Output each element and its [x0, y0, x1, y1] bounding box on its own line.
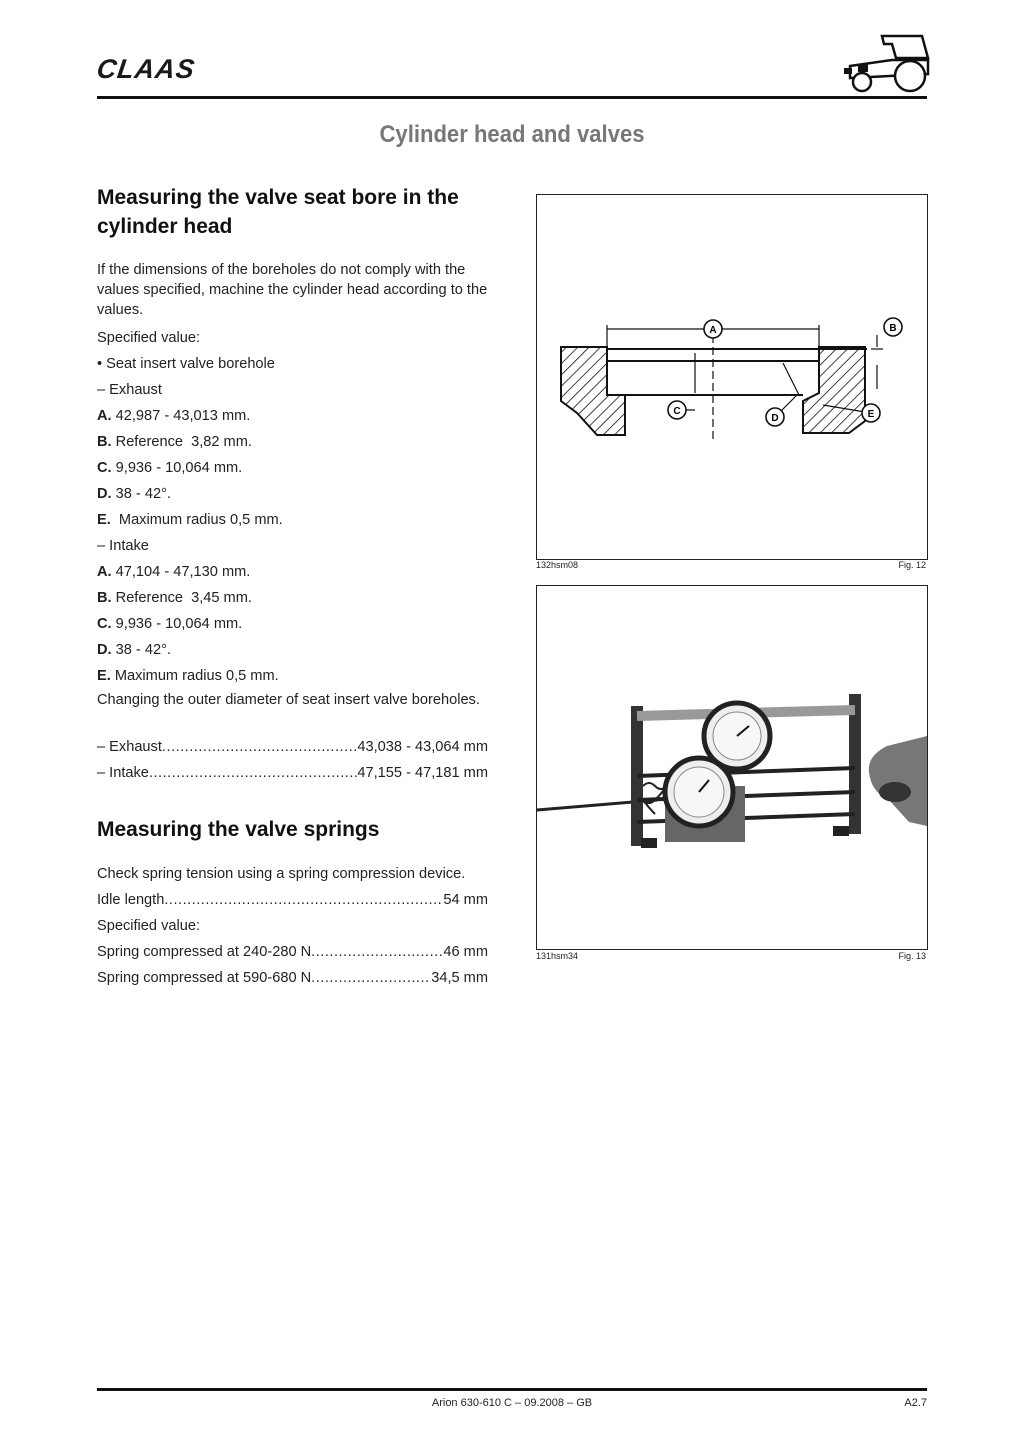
intake-item: C. 9,936 - 10,064 mm. [97, 616, 243, 632]
spring-row: Spring compressed at 590-680 N ..... 34,5 mm [97, 968, 488, 988]
bullet-seat-insert: • Seat insert valve borehole [97, 356, 275, 372]
footer-rule [97, 1388, 927, 1391]
callout-b: B [889, 323, 897, 334]
intro-paragraph: If the dimensions of the boreholes do not comply with the values specified, machine the cylinder head according to the values. [97, 262, 488, 318]
diameter-row-exhaust: – Exhaust ..... 43,038 - 43,064 mm [97, 737, 488, 757]
exhaust-item: E. Maximum radius 0,5 mm. [97, 512, 283, 528]
spring-row: Spring compressed at 240-280 N ..... 46 mm [97, 942, 488, 962]
intake-item: B. Reference 3,45 mm. [97, 590, 252, 606]
section-title: Cylinder head and valves [379, 121, 645, 148]
figure-code: 131hsm34 [536, 951, 579, 961]
figure-code: 132hsm08 [536, 560, 579, 570]
valve-seat-drawing [537, 195, 927, 559]
intake-item: A. 47,104 - 47,130 mm. [97, 564, 251, 580]
callout-e: E [867, 409, 875, 420]
figure-label: Fig. 13 [898, 951, 926, 961]
callout-a: A [709, 325, 717, 336]
intake-item: D. 38 - 42°. [97, 642, 171, 658]
figure-spring-tester-photo [536, 585, 928, 950]
tractor-icon [836, 30, 932, 94]
figure-label: Fig. 12 [898, 560, 926, 570]
spring-specified-label: Specified value: [97, 918, 201, 934]
footer-document-id: Arion 630-610 C – 09.2008 – GB [431, 1397, 593, 1409]
intake-label: – Intake [97, 538, 149, 554]
diameter-row-intake: – Intake ..... 47,155 - 47,181 mm [97, 763, 488, 783]
specified-label: Specified value: [97, 330, 201, 346]
footer-page-number: A2.7 [904, 1397, 927, 1409]
exhaust-item: B. Reference 3,82 mm. [97, 434, 252, 450]
heading-valve-springs: Measuring the valve springs [97, 818, 380, 841]
intake-item: E. Maximum radius 0,5 mm. [97, 668, 279, 684]
spring-tester-illustration [537, 586, 927, 949]
figure-valve-seat-diagram [536, 194, 928, 560]
changing-note: Changing the outer diameter of seat insert valve boreholes. [97, 692, 480, 708]
exhaust-item: C. 9,936 - 10,064 mm. [97, 460, 243, 476]
callout-c: C [673, 406, 681, 417]
exhaust-item: A. 42,987 - 43,013 mm. [97, 408, 251, 424]
callout-d: D [771, 413, 779, 424]
claas-logo: CLAAS [94, 54, 198, 84]
heading-valve-seat: Measuring the valve seat bore in the cylinder head [97, 186, 459, 238]
spring-intro: Check spring tension using a spring compression device. [97, 866, 466, 882]
exhaust-label: – Exhaust [97, 382, 162, 398]
exhaust-item: D. 38 - 42°. [97, 486, 171, 502]
header-rule [97, 96, 927, 99]
idle-length-row: Idle length ..... 54 mm [97, 890, 488, 910]
